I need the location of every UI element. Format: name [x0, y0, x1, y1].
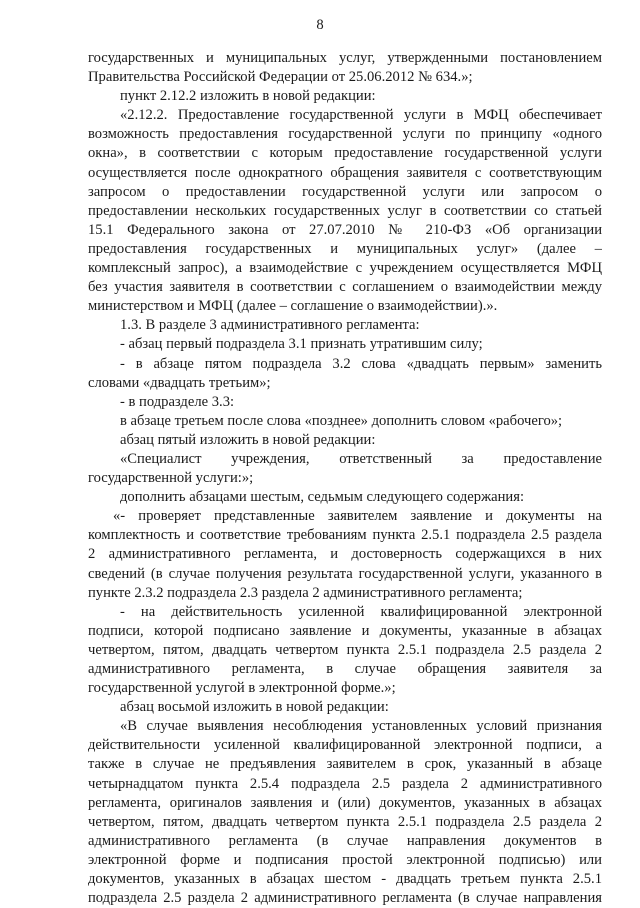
- text-line: - абзац первый подраздела 3.1 признать утратившим силу;: [120, 336, 483, 353]
- text-line: сведений (в случае получения результата государственной услуги, указанного в: [88, 565, 602, 582]
- text-line: - в подразделе 3.3:: [120, 393, 235, 410]
- text-line: возможность предоставления государственной услуги по принципу «одного: [88, 126, 602, 143]
- text-line: комплексный запрос), а взаимодействие с учреждением осуществляется МФЦ: [88, 260, 602, 277]
- text-line: предоставлении нескольких государственных услуг в соответствии со статьей: [88, 202, 602, 219]
- text-line: запросом о предоставлении государственной услуги или запросом о: [88, 183, 602, 200]
- text-line: предоставления государственных и муниципальных услуг» (далее –: [88, 240, 602, 257]
- text-line: абзац пятый изложить в новой редакции:: [120, 431, 376, 448]
- text-line: - в абзаце пятом подраздела 3.2 слова «двадцать первым» заменить: [120, 355, 602, 372]
- text-line: комплектность и соответствие требованиям пункта 2.5.1 подраздела 2.5 раздела: [88, 527, 602, 544]
- text-line: действительности усиленной квалифицированной электронной подписи, а: [88, 737, 602, 754]
- text-line: регламента, оригиналов заявления и (или) документов, указанных в абзацах: [88, 794, 602, 811]
- text-line: также в случае не предъявления заявителем в срок, указанный в абзаце: [88, 756, 602, 773]
- text-line: осуществляется после однократного обращения заявителя с соответствующим: [88, 164, 602, 181]
- text-line: окна», в соответствии с которым предоставление государственной услуги: [88, 145, 602, 162]
- text-line: пункте 2.3.2 подраздела 2.3 раздела 2 административного регламента;: [88, 584, 523, 601]
- document-body: [88, 49, 602, 908]
- text-line: административного регламента, в случае обращения заявителя за: [88, 661, 602, 677]
- text-line: подписи, которой подписано заявление и документы, указанные в абзацах: [88, 622, 602, 639]
- text-line: «Специалист учреждения, ответственный за предоставление: [120, 450, 602, 467]
- text-line: пункт 2.12.2 изложить в новой редакции:: [120, 88, 376, 105]
- text-line: 15.1 Федерального закона от 27.07.2010 № 210-ФЗ «Об организации: [88, 221, 602, 238]
- text-line: абзац восьмой изложить в новой редакции:: [120, 699, 389, 716]
- text-line: 2 административного регламента, и достоверность содержащихся в них: [88, 546, 602, 563]
- text-line: административного регламента (в случае направления документов в: [88, 832, 602, 849]
- text-line: словами «двадцать третьим»;: [88, 374, 271, 391]
- text-line: подраздела 2.5 раздела 2 административного регламента (в случае направления: [88, 890, 602, 907]
- text-line: четырнадцатом пункта 2.5.4 подраздела 2.5 раздела 2 административного: [88, 775, 602, 792]
- text-line: государственной услугой в электронной форме.»;: [88, 680, 396, 697]
- text-line: в абзаце третьем после слова «позднее» дополнить словом «рабочего»;: [120, 412, 563, 429]
- text-line: без участия заявителя в соответствии с соглашением о взаимодействии между: [88, 279, 602, 296]
- text-line: электронной форме и подписания простой электронной подписью) или: [88, 851, 602, 868]
- text-line: «2.12.2. Предоставление государственной услуги в МФЦ обеспечивает: [120, 107, 602, 124]
- page-number: 8: [316, 17, 324, 33]
- text-line: Правительства Российской Федерации от 25.06.2012 № 634.»;: [88, 69, 473, 86]
- text-line: 1.3. В разделе 3 административного регламента:: [120, 317, 420, 334]
- text-line: четвертом, пятом, двадцать четвертом пункта 2.5.1 подраздела 2.5 раздела 2: [88, 813, 602, 830]
- text-line: - на действительность усиленной квалифицированной электронной: [120, 603, 602, 620]
- text-line: государственной услуги:»;: [88, 470, 254, 487]
- text-line: «В случае выявления несоблюдения установленных условий признания: [120, 718, 602, 735]
- text-line: «- проверяет представленные заявителем заявление и документы на: [113, 508, 602, 525]
- text-line: документов, указанных в абзацах шестом - двадцать третьем пункта 2.5.1: [88, 871, 602, 888]
- text-line: дополнить абзацами шестым, седьмым следующего содержания:: [120, 489, 525, 506]
- text-line: министерством и МФЦ (далее – соглашение о взаимодействии).».: [88, 298, 498, 315]
- text-line: четвертом, пятом, двадцать четвертом пункта 2.5.1 подраздела 2.5 раздела 2: [88, 641, 602, 658]
- text-line: государственных и муниципальных услуг, утвержденными постановлением: [88, 50, 602, 66]
